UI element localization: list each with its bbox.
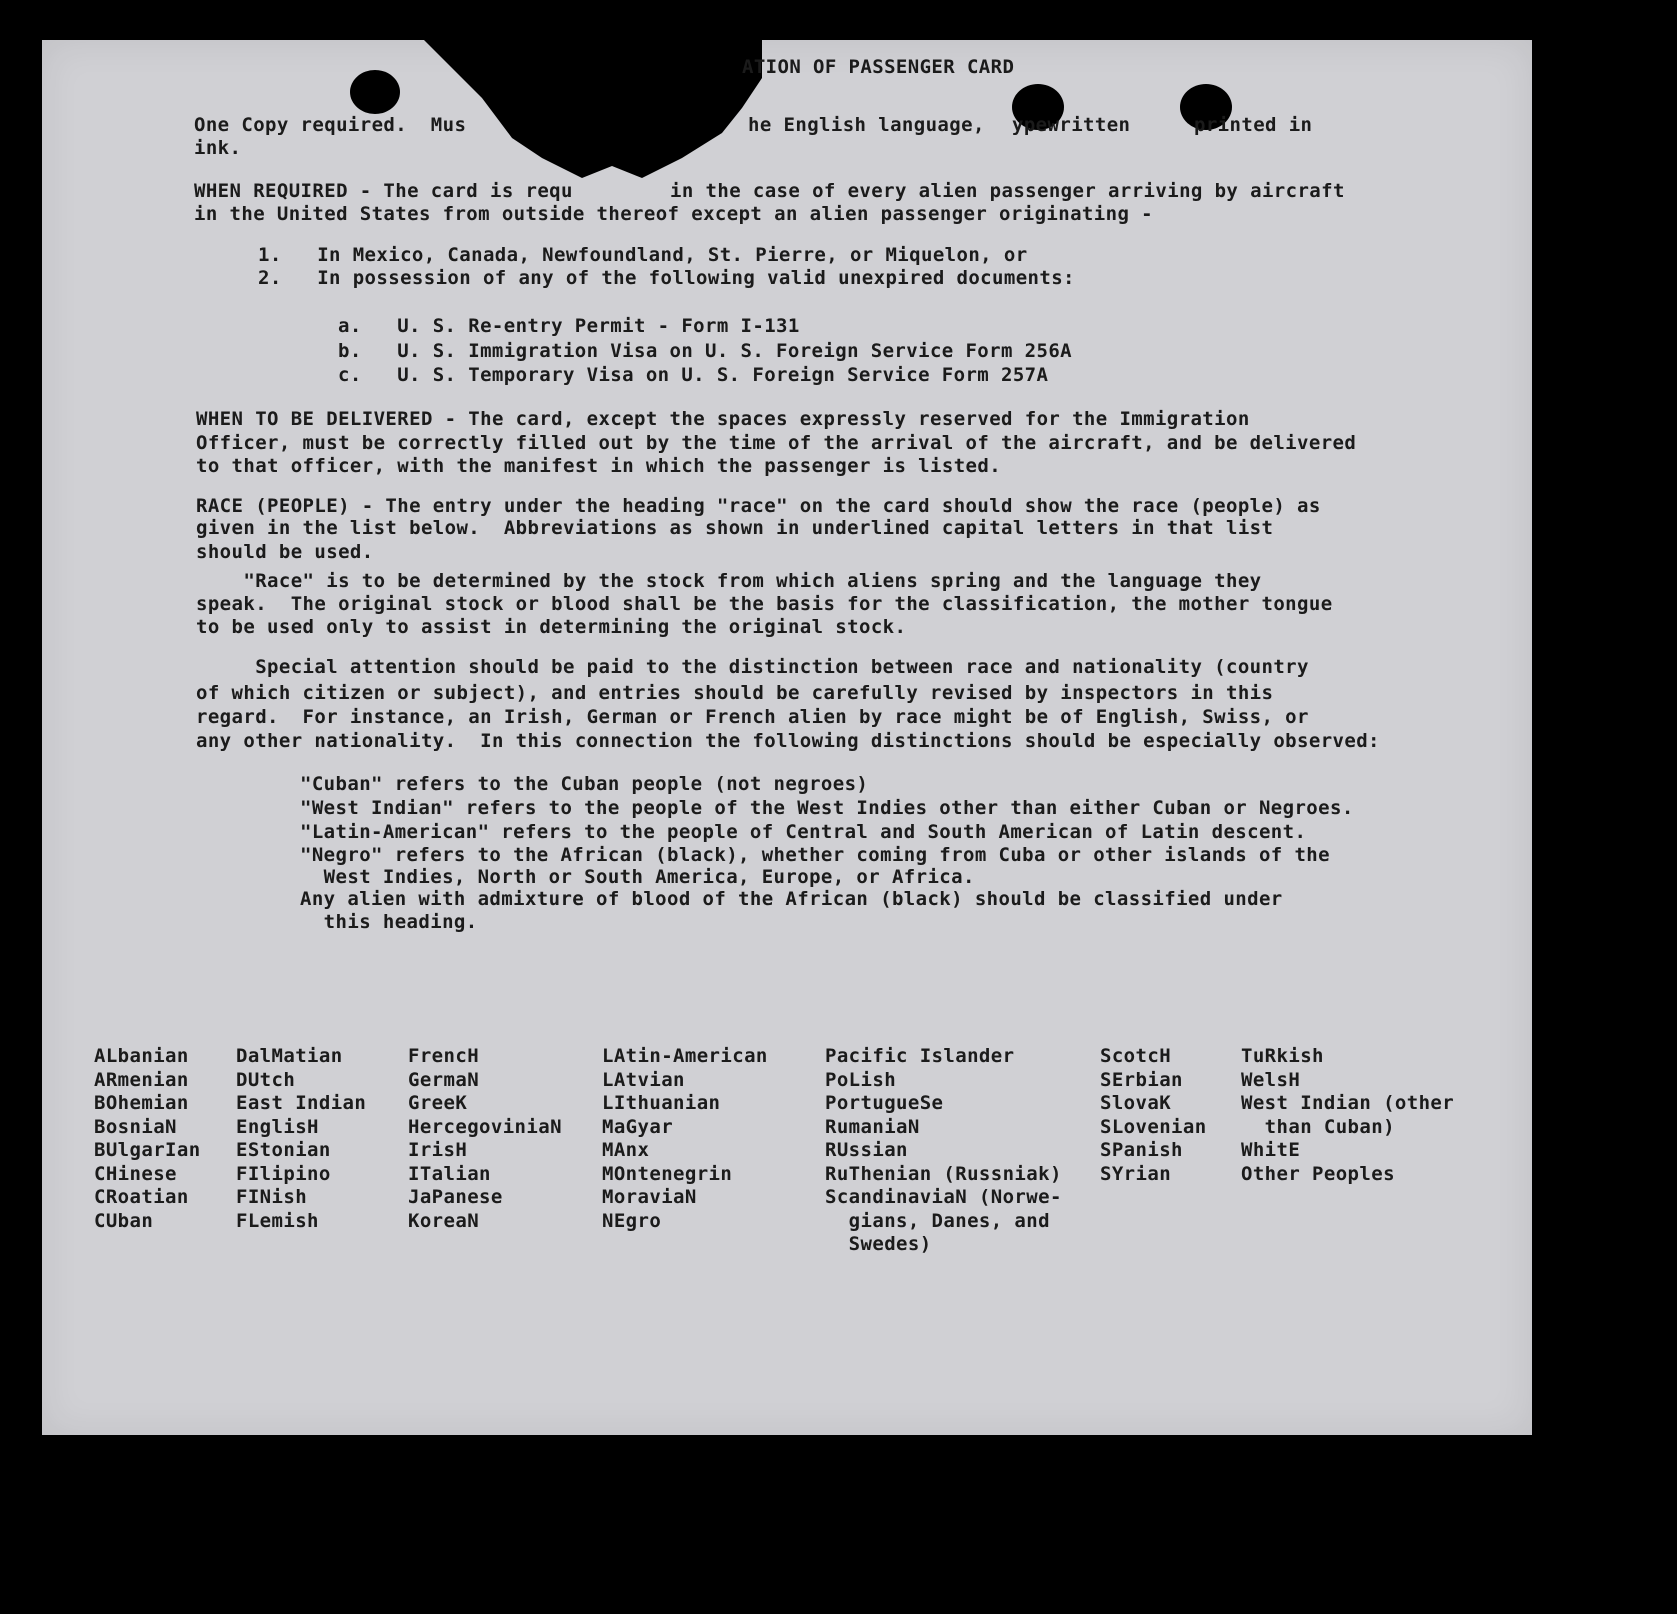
document-page (42, 40, 1532, 1435)
race-def-line: speak. The original stock or blood shall be the basis for the classification, the mother tongue (196, 593, 1333, 615)
race-list-item: IrisH (408, 1139, 468, 1161)
special-line: of which citizen or subject), and entries should be carefully revised by inspectors in this (196, 682, 1274, 704)
race-list-item: ScotcH (1100, 1045, 1172, 1067)
race-people-line: should be used. (196, 541, 374, 563)
punch-hole (350, 70, 400, 114)
race-list-item: EStonian (236, 1139, 331, 1161)
race-list-item: CUban (94, 1209, 154, 1232)
when-required-item: 1. In Mexico, Canada, Newfoundland, St. Pierre, or Miquelon, or (258, 244, 1028, 266)
race-list-item: FrencH (408, 1045, 480, 1067)
race-list-item: DUtch (236, 1068, 296, 1091)
race-list-item: LAtvian (602, 1068, 685, 1091)
race-list-item: BUlgarIan (94, 1139, 201, 1161)
race-list-item: Other Peoples (1241, 1162, 1395, 1185)
race-list-item: LIthuanian (602, 1092, 721, 1114)
intro-line: ink. (194, 137, 242, 159)
when-required-line: in the United States from outside thereof except an alien passenger originating - (194, 203, 1153, 225)
race-list-item: BOhemian (94, 1092, 189, 1114)
race-people-line: RACE (PEOPLE) - The entry under the heading "race" on the card should show the race (people) as (196, 495, 1321, 517)
distinction-line: Any alien with admixture of blood of the African (black) should be classified under (300, 888, 1283, 910)
race-list-column (1100, 1045, 1207, 1186)
race-list-item: SlovaK (1100, 1092, 1172, 1114)
race-list-column (825, 1045, 1062, 1257)
race-def-line: to be used only to assist in determining the original stock. (196, 616, 907, 638)
race-list-item: than Cuban) (1241, 1115, 1395, 1138)
race-list-item: GreeK (408, 1092, 468, 1114)
race-list-item: Swedes) (825, 1233, 932, 1255)
intro-line: ypewritten (1012, 114, 1131, 136)
race-list-item: gians, Danes, and (825, 1209, 1050, 1232)
race-list-item: East Indian (236, 1092, 367, 1114)
race-list-item: EnglisH (236, 1115, 319, 1138)
when-required-line: WHEN REQUIRED - The card is requ (194, 180, 573, 202)
when-delivered-line: to that officer, with the manifest in which the passenger is listed. (196, 455, 1002, 477)
distinction-line: West Indies, North or South America, Europe, or Africa. (300, 866, 975, 888)
race-list-column (1241, 1045, 1454, 1186)
distinction-line: this heading. (300, 911, 478, 933)
when-delivered-line: Officer, must be correctly filled out by the time of the arrival of the aircraft, and be delivered (196, 432, 1357, 454)
race-people-line: given in the list below. Abbreviations as shown in underlined capital letters in that list (196, 517, 1274, 539)
race-list-item: DalMatian (236, 1045, 343, 1067)
intro-line: One Copy required. Mus (194, 114, 467, 136)
race-list-item: PoLish (825, 1068, 897, 1091)
race-def-line: "Race" is to be determined by the stock from which aliens spring and the language they (196, 570, 1262, 592)
race-list-item: ScandinaviaN (Norwe- (825, 1186, 1062, 1208)
when-delivered-line: WHEN TO BE DELIVERED - The card, except the spaces expressly reserved for the Immigration (196, 408, 1250, 430)
special-line: regard. For instance, an Irish, German or French alien by race might be of English, Swiss, or (196, 706, 1309, 728)
race-list-item: FIlipino (236, 1162, 331, 1185)
distinction-line: "Negro" refers to the African (black), whether coming from Cuba or other islands of the (300, 844, 1330, 866)
race-list-item: ITalian (408, 1162, 491, 1185)
race-list-item: Pacific Islander (825, 1045, 1015, 1067)
race-list-item: SErbian (1100, 1068, 1183, 1091)
race-list-item: JaPanese (408, 1186, 503, 1208)
race-list-item: HercegoviniaN (408, 1115, 562, 1138)
race-list-item: MoraviaN (602, 1186, 697, 1208)
when-required-item: 2. In possession of any of the following valid unexpired documents: (258, 267, 1075, 289)
race-list-item: MOntenegrin (602, 1162, 733, 1185)
race-list-item: MAnx (602, 1139, 650, 1161)
race-list-item: ARmenian (94, 1068, 189, 1091)
race-list-item: RumaniaN (825, 1115, 920, 1138)
race-list-item: WhitE (1241, 1139, 1301, 1161)
race-list-item: PortugueSe (825, 1092, 944, 1114)
race-list-item: GermaN (408, 1068, 480, 1091)
race-list-item: SYrian (1100, 1162, 1172, 1185)
race-list-item: CHinese (94, 1162, 177, 1185)
race-list-item: FLemish (236, 1209, 319, 1232)
distinction-line: "Latin-American" refers to the people of Central and South American of Latin descent. (300, 821, 1307, 843)
race-list-item: ALbanian (94, 1045, 189, 1067)
document-item: c. U. S. Temporary Visa on U. S. Foreign Service Form 257A (338, 364, 1049, 386)
race-list-item: FINish (236, 1186, 308, 1208)
race-list-item: RUssian (825, 1139, 908, 1161)
intro-line: he English language, (748, 114, 985, 136)
race-list-column (94, 1045, 201, 1233)
race-list-column (236, 1045, 366, 1233)
race-list-item: KoreaN (408, 1209, 480, 1232)
special-line: Special attention should be paid to the distinction between race and nationality (country (196, 656, 1309, 678)
race-list-column (408, 1045, 562, 1233)
race-list-item: SLovenian (1100, 1115, 1207, 1138)
document-item: b. U. S. Immigration Visa on U. S. Foreign Service Form 256A (338, 340, 1073, 362)
document-item: a. U. S. Re-entry Permit - Form I-131 (338, 315, 800, 337)
race-list-item: NEgro (602, 1209, 662, 1232)
race-list-column (602, 1045, 768, 1233)
special-line: any other nationality. In this connection the following distinctions should be especially observed: (196, 730, 1380, 752)
race-list-item: CRoatian (94, 1186, 189, 1208)
race-list-item: TuRkish (1241, 1045, 1324, 1067)
intro-line: printed in (1194, 114, 1313, 136)
race-list-item: LAtin-American (602, 1045, 768, 1067)
race-list-item: West Indian (other (1241, 1092, 1455, 1114)
race-list-item: WelsH (1241, 1068, 1301, 1091)
race-list-item: MaGyar (602, 1115, 674, 1138)
race-list-item: SPanish (1100, 1139, 1183, 1161)
race-list-item: RuThenian (Russniak) (825, 1162, 1062, 1185)
header-title: ATION OF PASSENGER CARD (742, 56, 1015, 78)
distinction-line: "West Indian" refers to the people of the West Indies other than either Cuban or Negroes. (300, 797, 1354, 819)
when-required-line: in the case of every alien passenger arriving by aircraft (670, 180, 1345, 202)
race-list-item: BosniaN (94, 1115, 177, 1138)
distinction-line: "Cuban" refers to the Cuban people (not negroes) (300, 773, 869, 795)
